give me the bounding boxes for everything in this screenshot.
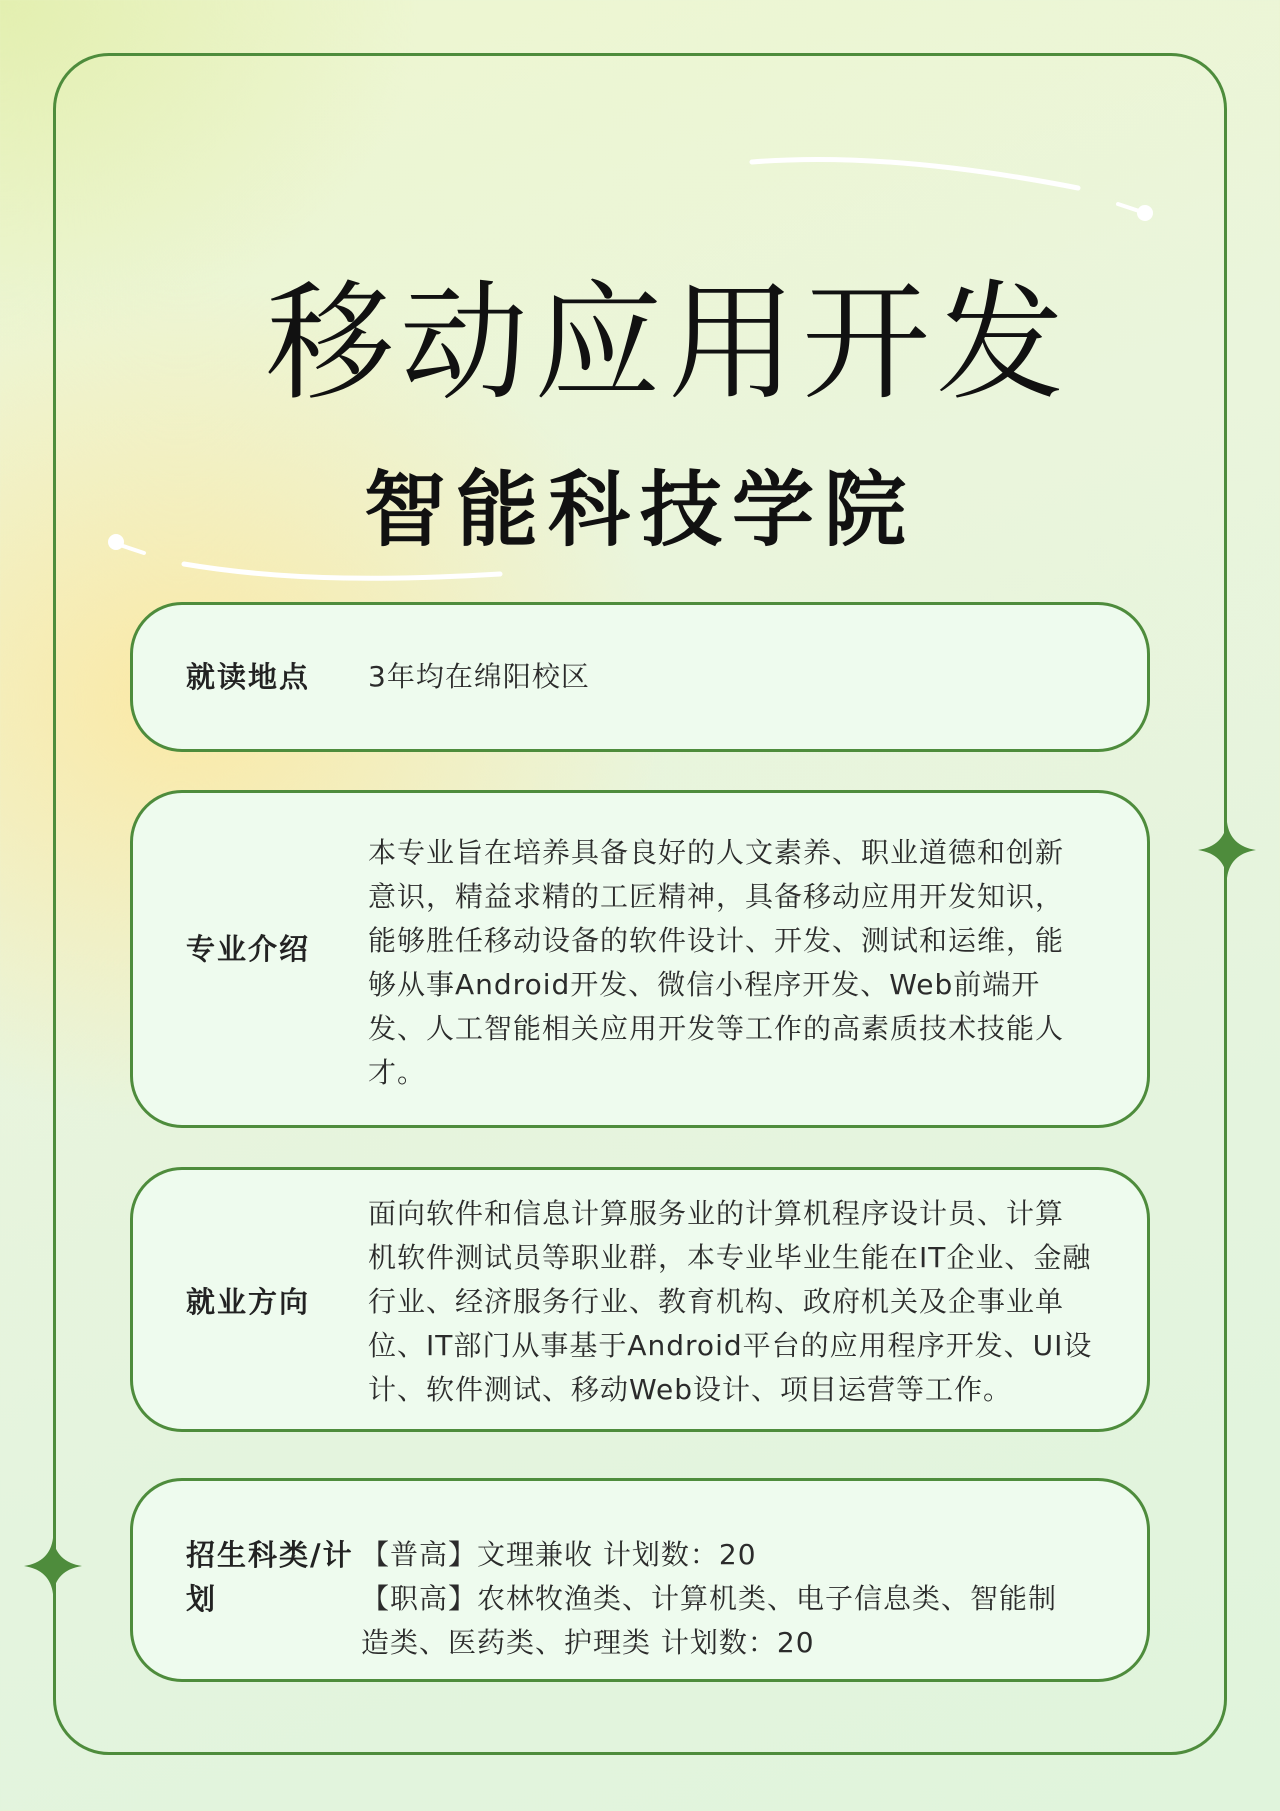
college-name: 智能科技学院 xyxy=(363,463,916,558)
career-line: 机软件测试员等职业群，本专业毕业生能在IT企业、金融 xyxy=(368,1241,1092,1274)
career-line: 位、IT部门从事基于Android平台的应用程序开发、UI设 xyxy=(368,1329,1093,1362)
enrollment-card xyxy=(130,1478,1150,1682)
career-content xyxy=(368,1192,1098,1412)
intro-line: 够从事Android开发、微信小程序开发、Web前端开 xyxy=(368,968,1041,1001)
intro-line: 发、人工智能相关应用开发等工作的高素质技术技能人 xyxy=(368,1012,1065,1045)
location-label: 就读地点 xyxy=(186,660,311,694)
page-title: 移动应用开发 xyxy=(265,269,1070,418)
comet-line-icon-top xyxy=(752,159,1153,221)
career-card xyxy=(130,1167,1150,1432)
enrollment-label-line: 招生科类/计 xyxy=(186,1538,354,1572)
enrollment-line: 【职高】农林牧渔类、计算机类、电子信息类、智能制 xyxy=(361,1582,1058,1615)
location-line: 3年均在绵阳校区 xyxy=(368,660,590,693)
enrollment-line: 【普高】文理兼收 计划数：20 xyxy=(361,1538,757,1571)
enrollment-label xyxy=(186,1533,386,1621)
enrollment-label-line: 划 xyxy=(186,1582,218,1616)
location-content xyxy=(368,655,1098,699)
enrollment-line: 造类、医药类、护理类 计划数：20 xyxy=(361,1626,815,1659)
four-point-star-icon-right xyxy=(1198,822,1256,878)
intro-label: 专业介绍 xyxy=(186,932,311,966)
intro-line: 才。 xyxy=(368,1056,427,1089)
career-line: 面向软件和信息计算服务业的计算机程序设计员、计算 xyxy=(368,1197,1065,1230)
enrollment-content xyxy=(361,1533,1091,1665)
career-line: 行业、经济服务行业、教育机构、政府机关及企事业单 xyxy=(368,1285,1065,1318)
intro-line: 能够胜任移动设备的软件设计、开发、测试和运维，能 xyxy=(368,924,1065,957)
intro-content xyxy=(368,831,1098,1095)
intro-line: 意识，精益求精的工匠精神，具备移动应用开发知识， xyxy=(368,880,1065,913)
career-label: 就业方向 xyxy=(186,1285,311,1319)
location-card xyxy=(130,602,1150,752)
intro-card xyxy=(130,790,1150,1128)
career-line: 计、软件测试、移动Web设计、项目运营等工作。 xyxy=(368,1373,1013,1406)
four-point-star-icon-left xyxy=(24,1538,82,1594)
intro-line: 本专业旨在培养具备良好的人文素养、职业道德和创新 xyxy=(368,836,1065,869)
